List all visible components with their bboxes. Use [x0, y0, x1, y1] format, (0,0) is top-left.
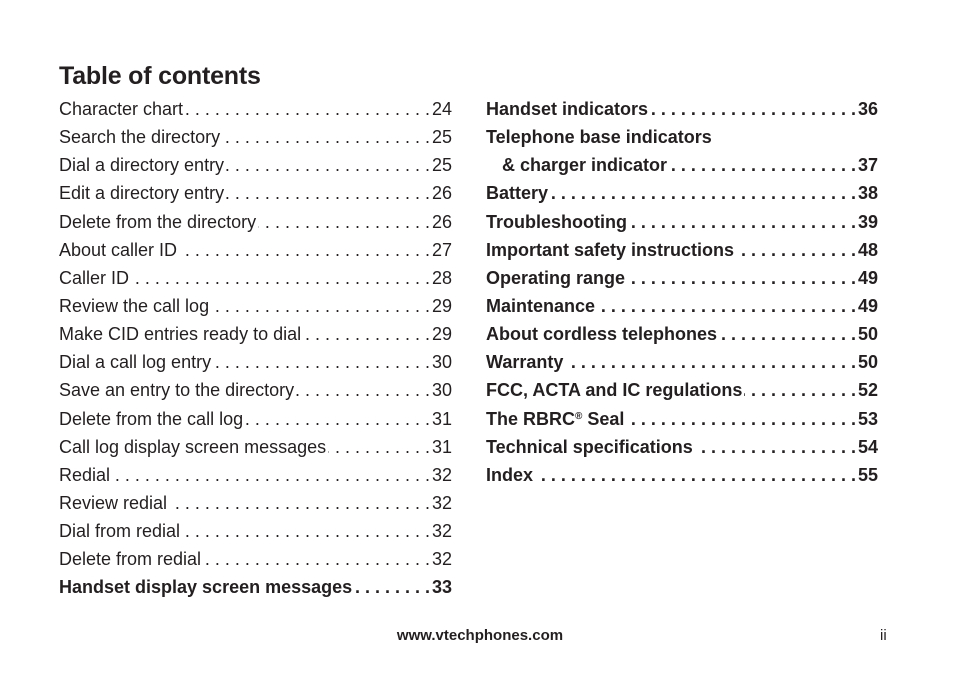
toc-entry-label: Important safety instructions [486, 239, 735, 260]
registered-mark: ® [575, 410, 583, 422]
toc-entry-label: Make CID entries ready to dial [59, 324, 302, 345]
toc-entry[interactable] [486, 123, 878, 151]
toc-entry[interactable] [486, 95, 878, 123]
toc-entry[interactable] [59, 123, 452, 151]
dot-leader [535, 461, 856, 489]
dot-leader [211, 292, 430, 320]
toc-entry-page: 32 [431, 492, 452, 513]
toc-entry-label: Troubleshooting [486, 211, 627, 232]
dot-leader [736, 236, 856, 264]
toc-entry-label: Save an entry to the directory [59, 380, 295, 401]
toc-entry[interactable] [486, 236, 878, 264]
toc-entry-page: 29 [431, 295, 452, 316]
toc-entry-label: Technical specifications [486, 436, 693, 457]
toc-entry-label: Handset indicators [486, 99, 649, 119]
toc-entry-page: 36 [857, 99, 878, 119]
toc-left-column [59, 95, 452, 602]
toc-entry-label-main: The RBRC [486, 408, 575, 429]
dot-leader [213, 348, 430, 376]
toc-entry-page: 30 [431, 380, 452, 401]
toc-entry[interactable] [486, 376, 878, 404]
dot-leader [354, 573, 430, 601]
toc-entry[interactable] [59, 376, 452, 404]
toc-entry-page: 37 [857, 155, 878, 176]
toc-entry-page: 28 [431, 267, 452, 288]
dot-leader [245, 405, 430, 433]
toc-entry-label-suffix: Seal [582, 408, 625, 429]
toc-entry-page: 29 [431, 324, 452, 345]
toc-entry-page: 52 [857, 380, 878, 401]
dot-leader [131, 264, 430, 292]
toc-entry-page: 54 [857, 436, 878, 457]
dot-leader [226, 151, 430, 179]
toc-right-column [486, 95, 878, 489]
toc-entry[interactable] [59, 179, 452, 207]
toc-entry[interactable] [59, 292, 452, 320]
toc-entry-page: 53 [857, 408, 878, 429]
toc-entry-label: Dial a call log entry [59, 352, 212, 373]
toc-entry[interactable] [59, 348, 452, 376]
page-number: ii [880, 627, 887, 644]
dot-leader [627, 264, 856, 292]
toc-entry-label: Review redial [59, 492, 168, 513]
toc-entry-page: 32 [431, 464, 452, 485]
toc-entry-page: 32 [431, 549, 452, 570]
page-title: Table of contents [59, 62, 261, 90]
toc-entry-page: 27 [431, 239, 452, 260]
dot-leader [179, 236, 430, 264]
dot-leader [550, 179, 856, 207]
toc-entry-label: Search the directory [59, 127, 221, 148]
toc-entry-label: Redial [59, 464, 111, 485]
toc-entry-page: 32 [431, 521, 452, 542]
toc-entry-label: About caller ID [59, 239, 178, 260]
toc-entry-page: 30 [431, 352, 452, 373]
toc-entry[interactable] [59, 264, 452, 292]
toc-entry[interactable] [59, 151, 452, 179]
dot-leader [650, 95, 856, 123]
toc-entry[interactable] [59, 573, 452, 601]
toc-entry-page: 25 [431, 155, 452, 176]
toc-entry-page: 38 [857, 183, 878, 204]
toc-entry-label: Delete from the directory [59, 211, 257, 232]
toc-entry[interactable] [59, 208, 452, 236]
toc-entry[interactable] [59, 95, 452, 123]
toc-entry-page: 26 [431, 183, 452, 204]
toc-entry-page: 33 [431, 577, 452, 598]
toc-entry-page: 55 [857, 464, 878, 485]
toc-entry-label: Operating range [486, 267, 626, 288]
toc-entry[interactable] [486, 292, 878, 320]
toc-entry-label: & charger indicator [502, 155, 668, 176]
dot-leader [222, 123, 430, 151]
toc-entry[interactable] [486, 208, 878, 236]
dot-leader [112, 461, 430, 489]
toc-entry-label: Telephone base indicators [486, 127, 712, 148]
dot-leader [629, 208, 856, 236]
dot-leader [303, 320, 430, 348]
toc-entry-label: FCC, ACTA and IC regulations [486, 380, 743, 401]
toc-entry-label: Index [486, 464, 534, 485]
dot-leader [169, 489, 430, 517]
toc-entry-label: Dial a directory entry [59, 155, 225, 176]
toc-entry-page: 25 [431, 127, 452, 148]
toc-entry[interactable] [59, 489, 452, 517]
dot-leader [744, 376, 856, 404]
dot-leader [226, 179, 430, 207]
dot-leader [626, 405, 856, 433]
dot-leader [719, 320, 856, 348]
toc-entry-page: 31 [431, 408, 452, 429]
toc-entry-page: 24 [431, 99, 452, 119]
toc-entry-label: Warranty [486, 352, 564, 373]
dot-leader [565, 348, 856, 376]
toc-entry[interactable] [486, 179, 878, 207]
dot-leader [258, 208, 430, 236]
toc-entry-label: Delete from the call log [59, 408, 244, 429]
toc-entry-label: Caller ID [59, 267, 130, 288]
toc-entry-label: Character chart [59, 99, 184, 119]
dot-leader [203, 545, 430, 573]
toc-entry-page: 31 [431, 436, 452, 457]
toc-entry-label [486, 405, 624, 433]
toc-entry[interactable] [59, 545, 452, 573]
dot-leader [328, 433, 430, 461]
toc-entry[interactable] [59, 517, 452, 545]
toc-entry-label: Handset display screen messages [59, 577, 353, 598]
toc-entry[interactable] [59, 236, 452, 264]
toc-entry-page: 49 [857, 295, 878, 316]
toc-entry[interactable] [59, 405, 452, 433]
toc-entry-label: Dial from redial [59, 521, 181, 542]
toc-entry-page: 39 [857, 211, 878, 232]
toc-entry[interactable] [486, 405, 878, 433]
toc-entry-label: About cordless telephones [486, 324, 718, 345]
dot-leader [597, 292, 856, 320]
toc-entry[interactable] [59, 320, 452, 348]
toc-entry-page: 50 [857, 324, 878, 345]
toc-entry[interactable] [59, 433, 452, 461]
dot-leader [669, 151, 856, 179]
toc-entry-page: 48 [857, 239, 878, 260]
toc-entry[interactable] [486, 348, 878, 376]
toc-entry-label: Battery [486, 183, 549, 204]
footer-website-link[interactable]: www.vtechphones.com [396, 627, 564, 644]
toc-entry-page: 50 [857, 352, 878, 373]
toc-entry-label: Call log display screen messages [59, 436, 327, 457]
toc-entry[interactable] [486, 320, 878, 348]
toc-entry-label: Maintenance [486, 295, 596, 316]
dot-leader [185, 95, 430, 123]
toc-entry[interactable] [486, 264, 878, 292]
toc-entry[interactable] [486, 151, 878, 179]
toc-entry-page: 49 [857, 267, 878, 288]
dot-leader [695, 433, 856, 461]
toc-entry[interactable] [59, 461, 452, 489]
dot-leader [182, 517, 430, 545]
toc-entry-label: Edit a directory entry [59, 183, 225, 204]
toc-entry-page: 26 [431, 211, 452, 232]
toc-entry[interactable] [486, 433, 878, 461]
toc-entry-label: Review the call log [59, 295, 210, 316]
toc-entry-label: Delete from redial [59, 549, 202, 570]
dot-leader [296, 376, 430, 404]
toc-entry[interactable] [486, 461, 878, 489]
